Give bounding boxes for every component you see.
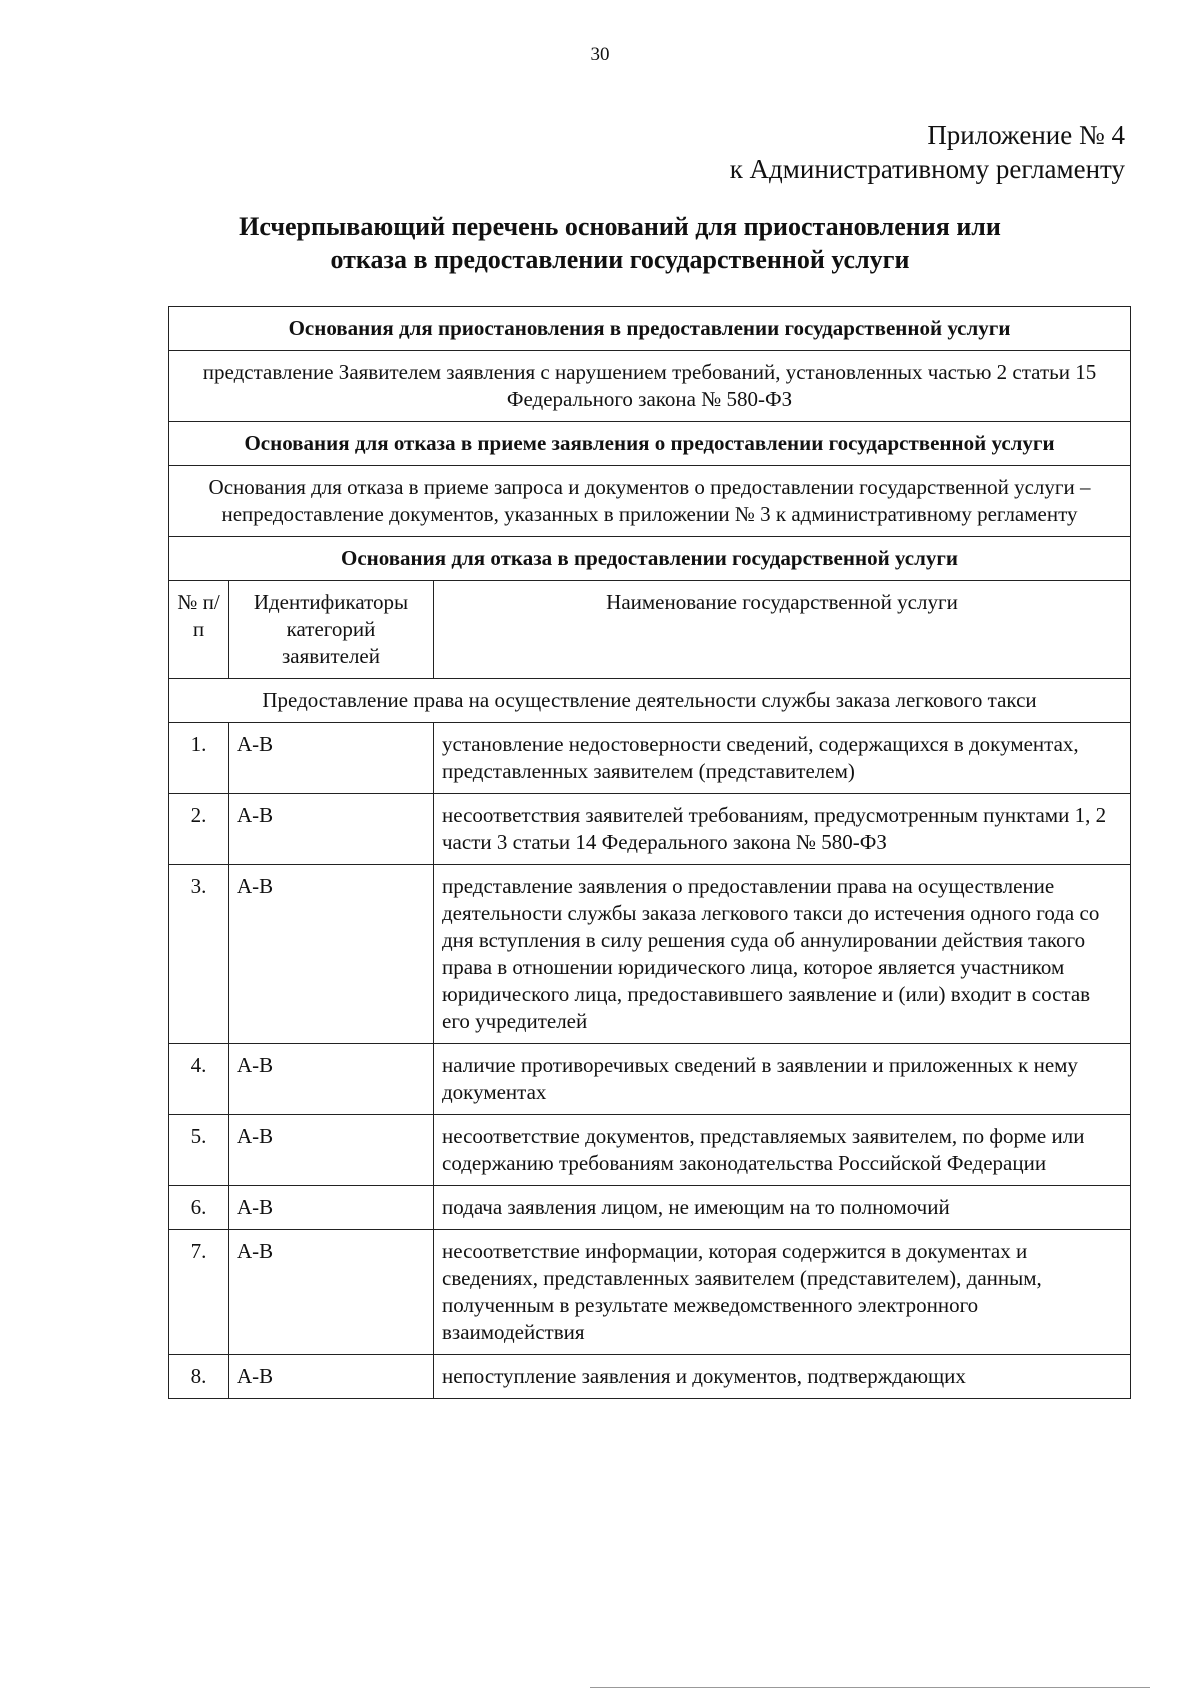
row-number: 5. xyxy=(169,1115,229,1186)
row-ground-text: наличие противоречивых сведений в заявлении и приложенных к нему документах xyxy=(434,1044,1131,1115)
row-applicant-ids: А-В xyxy=(229,1355,434,1399)
service-refusal-heading: Основания для отказа в предоставлении государственной услуги xyxy=(169,537,1131,581)
row-ground-text: представление заявления о предоставлении права на осуществление деятельности службы заказа легкового такси до истечения одного года со дня вступления в силу решения суда об аннулировании действия такого права в отношении юридического лица, которое является участником юридического лица, предоставившего заявление и (или) входит в состав его учредителей xyxy=(434,865,1131,1044)
row-ground-text: установление недостоверности сведений, содержащихся в документах, представленных заявителем (представителем) xyxy=(434,723,1131,794)
row-applicant-ids: А-В xyxy=(229,1186,434,1230)
appendix-reference xyxy=(730,118,1125,186)
row-number: 4. xyxy=(169,1044,229,1115)
column-header-row xyxy=(169,581,1131,679)
row-applicant-ids: А-В xyxy=(229,1115,434,1186)
table-row xyxy=(169,1115,1131,1186)
row-applicant-ids: А-В xyxy=(229,1044,434,1115)
row-number: 1. xyxy=(169,723,229,794)
table-row xyxy=(169,537,1131,581)
row-number: 3. xyxy=(169,865,229,1044)
title-line-2: отказа в предоставлении государственной услуги xyxy=(330,245,910,274)
row-ground-text: несоответствие информации, которая содержится в документах и сведениях, представленных заявителем (представителем), данным, полученным в результате межведомственного электронного взаимодействия xyxy=(434,1230,1131,1355)
appendix-line-1: Приложение № 4 xyxy=(927,120,1125,150)
column-header-num: № п/п xyxy=(169,581,229,679)
appendix-line-2: к Административному регламенту xyxy=(729,154,1125,184)
reception-refusal-text: Основания для отказа в приеме запроса и документов о предоставлении государственной услуги – непредоставление документов, указанных в приложении № 3 к административному регламенту xyxy=(169,466,1131,537)
row-ground-text: непоступление заявления и документов, подтверждающих xyxy=(434,1355,1131,1399)
scan-edge-line xyxy=(590,1687,1150,1694)
row-ground-text: несоответствие документов, представляемых заявителем, по форме или содержанию требованиям законодательства Российской Федерации xyxy=(434,1115,1131,1186)
column-header-ids: Идентификаторы категорий заявителей xyxy=(229,581,434,679)
row-ground-text: подача заявления лицом, не имеющим на то полномочий xyxy=(434,1186,1131,1230)
row-applicant-ids: А-В xyxy=(229,865,434,1044)
table-row xyxy=(169,679,1131,723)
table-row xyxy=(169,422,1131,466)
service-subheader: Предоставление права на осуществление деятельности службы заказа легкового такси xyxy=(169,679,1131,723)
suspension-heading: Основания для приостановления в предоставлении государственной услуги xyxy=(169,307,1131,351)
table-row xyxy=(169,1044,1131,1115)
title-line-1: Исчерпывающий перечень оснований для приостановления или xyxy=(239,212,1001,241)
grounds-rows xyxy=(169,723,1131,1399)
row-number: 7. xyxy=(169,1230,229,1355)
row-number: 6. xyxy=(169,1186,229,1230)
document-title xyxy=(170,210,1070,276)
table-row xyxy=(169,1186,1131,1230)
row-applicant-ids: А-В xyxy=(229,794,434,865)
row-ground-text: несоответствия заявителей требованиям, предусмотренным пунктами 1, 2 части 3 статьи 14 Федерального закона № 580-ФЗ xyxy=(434,794,1131,865)
table-row xyxy=(169,307,1131,351)
column-header-name: Наименование государственной услуги xyxy=(434,581,1131,679)
table-row xyxy=(169,794,1131,865)
row-applicant-ids: А-В xyxy=(229,1230,434,1355)
table-row xyxy=(169,466,1131,537)
table-row xyxy=(169,865,1131,1044)
grounds-table xyxy=(168,306,1131,1399)
table-row xyxy=(169,1230,1131,1355)
page-number: 30 xyxy=(590,44,610,65)
table-row xyxy=(169,723,1131,794)
table-row xyxy=(169,351,1131,422)
row-number: 8. xyxy=(169,1355,229,1399)
row-applicant-ids: А-В xyxy=(229,723,434,794)
reception-refusal-heading: Основания для отказа в приеме заявления о предоставлении государственной услуги xyxy=(169,422,1131,466)
row-number: 2. xyxy=(169,794,229,865)
suspension-text: представление Заявителем заявления с нарушением требований, установленных частью 2 статьи 15 Федерального закона № 580-ФЗ xyxy=(169,351,1131,422)
table-row xyxy=(169,1355,1131,1399)
